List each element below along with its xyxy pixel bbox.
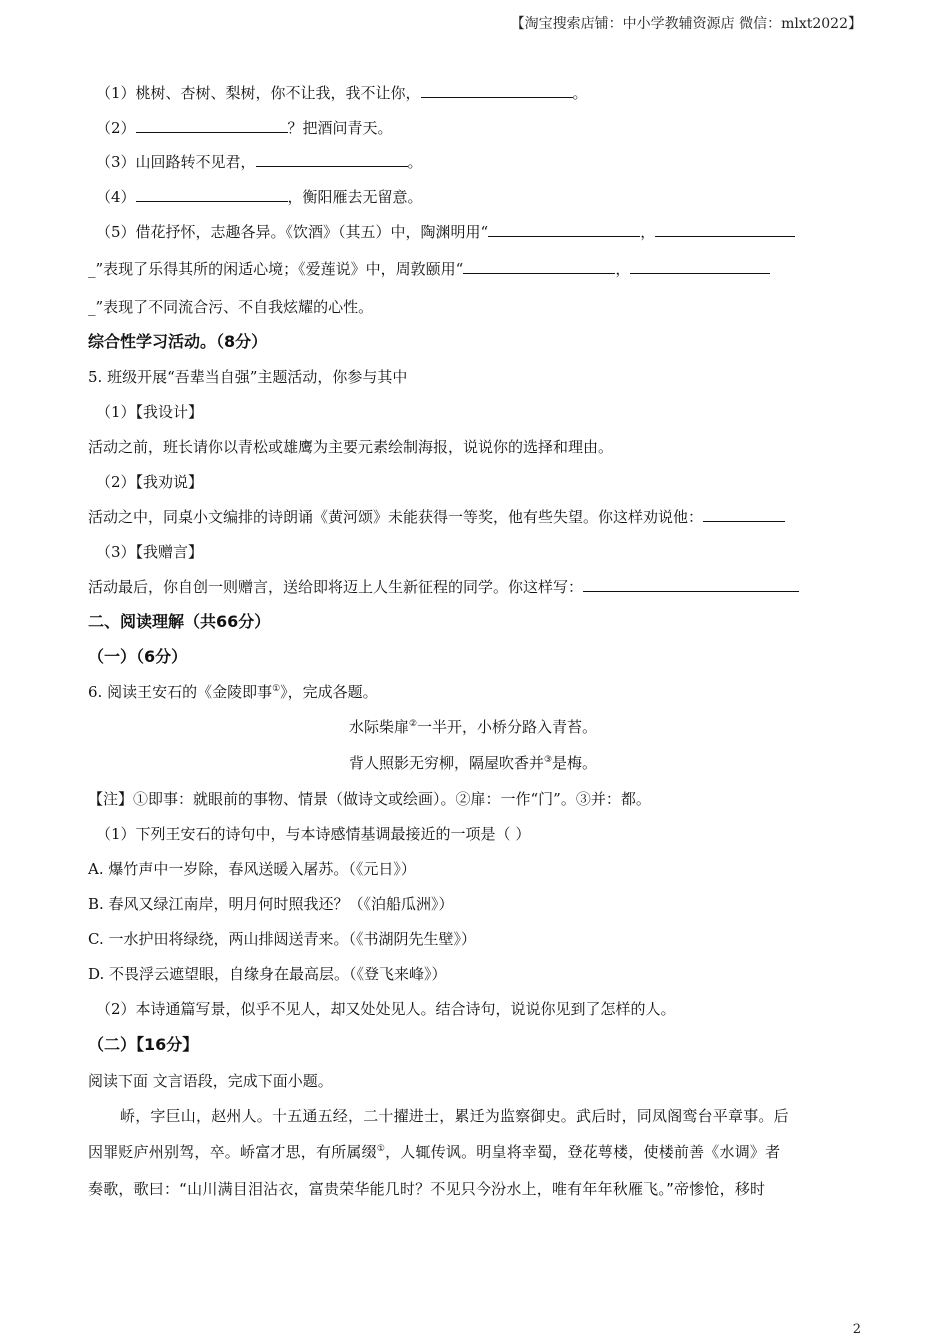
question-6-text: 6. 阅读王安石的《金陵即事 [88, 683, 273, 701]
blank-q2-label: （2） [96, 119, 136, 137]
blank-q1 [96, 82, 866, 104]
passage-text: 因罪贬庐州别驾，卒。峤富才思，有所属缀 [88, 1143, 377, 1161]
answer-blank[interactable] [463, 259, 615, 274]
answer-blank[interactable] [136, 118, 288, 133]
passage-text: ，人辄传讽。明皇将幸蜀，登花萼楼，使楼前善《水调》者 [385, 1143, 781, 1161]
question-6 [88, 681, 858, 703]
part-persuade [88, 506, 858, 528]
page-number: 2 [852, 1322, 861, 1337]
blank-q2-text: ？把酒问青天。 [287, 119, 393, 137]
blank-q4-label: （4） [96, 188, 136, 206]
section-title-reading: 二、阅读理解（共66分） [88, 612, 271, 631]
blank-q2 [96, 117, 866, 139]
blank-q5-end: _”表现了不同流合污、不自我炫耀的心性。 [88, 298, 374, 316]
comma: ， [640, 223, 656, 241]
answer-blank[interactable] [488, 222, 640, 237]
blank-q1-tail: 。 [572, 84, 588, 102]
part-persuade-text: 活动之中，同桌小文编排的诗朗诵《黄河颂》未能获得一等奖，他有些失望。你这样劝说他： [88, 508, 704, 526]
comma: ， [615, 260, 631, 278]
question-5: 5. 班级开展“吾辈当自强”主题活动，你参与其中 [88, 368, 408, 386]
footnote-mark: ① [272, 684, 281, 694]
option-b[interactable]: B. 春风又绿江南岸，明月何时照我还？（《泊船瓜洲》） [88, 895, 454, 913]
answer-blank[interactable] [256, 152, 408, 167]
footnote-mark: ③ [543, 755, 553, 765]
question-6-tail: 》，完成各题。 [280, 683, 378, 701]
passage-line-2 [88, 1141, 858, 1163]
footnote-mark: ① [376, 1144, 386, 1154]
blank-q5-text: _”表现了乐得其所的闲适心境；《爱莲说》中，周敦颐用“ [88, 260, 464, 278]
blank-q5-text: （5）借花抒怀，志趣各异。《饮酒》（其五）中，陶渊明用“ [96, 223, 489, 241]
part-design-label: （1）【我设计】 [96, 403, 204, 421]
answer-blank[interactable] [583, 577, 799, 592]
option-d[interactable]: D. 不畏浮云遮望眼，自缘身在最高层。（《登飞来峰》） [88, 965, 447, 983]
footnote-mark: ② [408, 719, 418, 729]
blank-q4 [96, 186, 866, 208]
option-a[interactable]: A. 爆竹声中一岁除，春风送暖入屠苏。（《元日》） [88, 860, 416, 878]
blank-q3 [96, 151, 866, 173]
poem-note: 【注】①即事：就眼前的事物、情景（做诗文或绘画）。②扉：一作“门”。③并：都。 [88, 790, 651, 808]
blank-q3-text: （3）山回路转不见君， [96, 153, 256, 171]
sub-question-2: （2）本诗通篇写景，似乎不见人，却又处处见人。结合诗句，说说你见到了怎样的人。 [96, 1000, 676, 1018]
blank-q5 [96, 221, 866, 243]
part-gift-text: 活动最后，你自创一则赠言，送给即将迈上人生新征程的同学。你这样写： [88, 578, 584, 596]
part-gift [88, 576, 858, 598]
poem-line-2 [88, 752, 858, 774]
answer-blank[interactable] [630, 259, 770, 274]
passage-line-1: 峤，字巨山，赵州人。十五通五经，二十擢进士，累迁为监察御史。武后时，同凤阁鸾台平章事。后 [120, 1107, 789, 1125]
part2-title: （二）【16分】 [88, 1035, 199, 1054]
poem-text: 背人照影无穷柳，隔屋吹香并 [348, 754, 544, 772]
classical-intro: 阅读下面 文言语段，完成下面小题。 [88, 1072, 333, 1090]
blank-q5-cont [88, 258, 858, 280]
passage-line-3: 奏歌，歌曰：“山川满目泪沾衣，富贵荣华能几时？不见只今汾水上，唯有年年秋雁飞。”帝惨怆，移时 [88, 1180, 766, 1198]
option-c[interactable]: C. 一水护田将绿绕，两山排闼送青来。（《书湖阴先生壁》） [88, 930, 476, 948]
answer-blank[interactable] [655, 222, 795, 237]
answer-blank[interactable] [136, 187, 288, 202]
section-title-activity: 综合性学习活动。（8分） [88, 332, 268, 351]
part-persuade-label: （2）【我劝说】 [96, 473, 204, 491]
answer-blank[interactable] [421, 83, 573, 98]
poem-line-1 [88, 716, 858, 738]
part-gift-label: （3）【我赠言】 [96, 543, 204, 561]
part-design-text: 活动之前，班长请你以青松或雄鹰为主要元素绘制海报，说说你的选择和理由。 [88, 438, 614, 456]
blank-q1-text: （1）桃树、杏树、梨树，你不让我，我不让你， [96, 84, 421, 102]
poem-text: 水际柴扉 [348, 718, 409, 736]
poem-text: 是梅。 [552, 754, 598, 772]
blank-q4-text: ，衡阳雁去无留意。 [287, 188, 423, 206]
sub-question-1: （1）下列王安石的诗句中，与本诗感情基调最接近的一项是（ ） [96, 825, 531, 843]
blank-q3-tail: 。 [407, 153, 423, 171]
poem-text: 一半开，小桥分路入青苔。 [417, 718, 598, 736]
part1-title: （一）（6分） [88, 647, 188, 666]
page-header: 【淘宝搜索店铺：中小学教辅资源店 微信：mlxt2022】 [510, 16, 862, 32]
answer-blank[interactable] [703, 507, 785, 522]
